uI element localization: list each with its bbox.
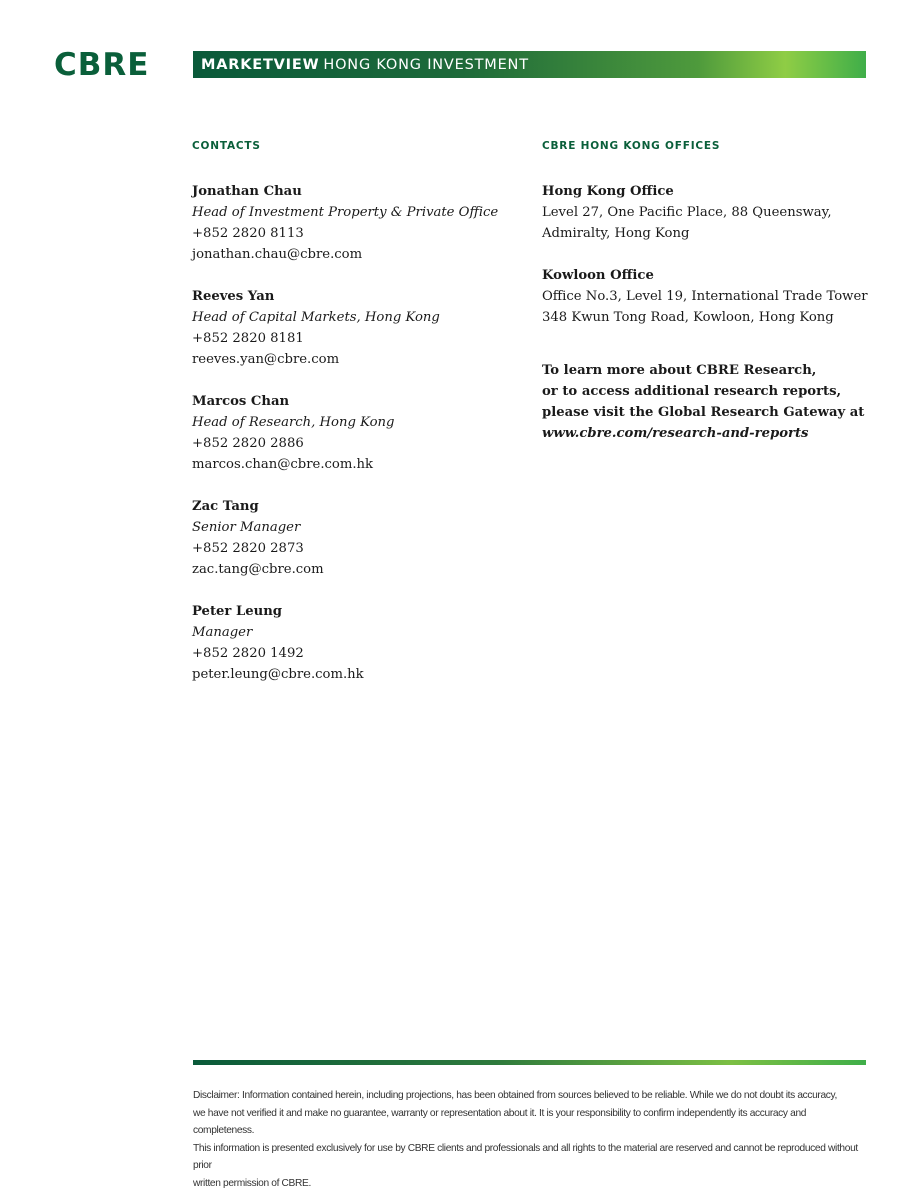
contact-title: Senior Manager: [192, 517, 522, 538]
office-name: Hong Kong Office: [542, 181, 872, 202]
contact-title: Head of Capital Markets, Hong Kong: [192, 307, 522, 328]
contact-entry: [192, 391, 522, 475]
office-address-line: Level 27, One Pacific Place, 88 Queensway,: [542, 202, 872, 223]
learn-more-block: [542, 360, 872, 444]
contact-name: Jonathan Chau: [192, 181, 522, 202]
contact-email[interactable]: jonathan.chau@cbre.com: [192, 244, 522, 265]
research-link[interactable]: www.cbre.com/research-and-reports: [542, 423, 872, 444]
disclaimer-line: we have not verified it and make no guarantee, warranty or representation about it. It is your responsibility to confirm independently its accuracy and completeness.: [193, 1105, 863, 1140]
disclaimer: [193, 1087, 863, 1192]
banner-title: HONG KONG INVESTMENT: [323, 57, 528, 73]
contact-name: Zac Tang: [192, 496, 522, 517]
marketview-banner: [193, 51, 866, 78]
office-address-line: Admiralty, Hong Kong: [542, 223, 872, 244]
contact-phone: +852 2820 8181: [192, 328, 522, 349]
contact-title: Manager: [192, 622, 522, 643]
contact-phone: +852 2820 1492: [192, 643, 522, 664]
contact-title: Head of Investment Property & Private Office: [192, 202, 522, 223]
learn-more-line: please visit the Global Research Gateway at: [542, 402, 872, 423]
contacts-heading: CONTACTS: [192, 139, 522, 153]
contact-email[interactable]: marcos.chan@cbre.com.hk: [192, 454, 522, 475]
offices-column: [542, 139, 872, 444]
learn-more-line: or to access additional research reports,: [542, 381, 872, 402]
contact-entry: [192, 181, 522, 265]
office-address-line: Office No.3, Level 19, International Trade Tower: [542, 286, 872, 307]
contact-name: Reeves Yan: [192, 286, 522, 307]
contact-phone: +852 2820 2886: [192, 433, 522, 454]
office-name: Kowloon Office: [542, 265, 872, 286]
disclaimer-line: This information is presented exclusively for use by CBRE clients and professionals and all rights to the material are reserved and cannot be reproduced without prior: [193, 1140, 863, 1175]
office-address-line: 348 Kwun Tong Road, Kowloon, Hong Kong: [542, 307, 872, 328]
banner-marketview: MARKETVIEW: [201, 57, 319, 73]
office-entry: [542, 181, 872, 244]
contact-entry: [192, 286, 522, 370]
contact-name: Peter Leung: [192, 601, 522, 622]
contact-title: Head of Research, Hong Kong: [192, 412, 522, 433]
cbre-logo: CBRE: [54, 50, 149, 80]
contacts-column: [192, 139, 522, 706]
contact-name: Marcos Chan: [192, 391, 522, 412]
contact-entry: [192, 496, 522, 580]
contact-email[interactable]: peter.leung@cbre.com.hk: [192, 664, 522, 685]
learn-more-line: To learn more about CBRE Research,: [542, 360, 872, 381]
office-entry: [542, 265, 872, 328]
contact-entry: [192, 601, 522, 685]
contact-email[interactable]: reeves.yan@cbre.com: [192, 349, 522, 370]
disclaimer-line: Disclaimer: Information contained herein, including projections, has been obtained from sources believed to be reliable. While we do not doubt its accuracy,: [193, 1087, 863, 1105]
disclaimer-line: written permission of CBRE.: [193, 1175, 863, 1192]
contact-email[interactable]: zac.tang@cbre.com: [192, 559, 522, 580]
contact-phone: +852 2820 2873: [192, 538, 522, 559]
offices-heading: CBRE HONG KONG OFFICES: [542, 139, 872, 153]
contact-phone: +852 2820 8113: [192, 223, 522, 244]
footer-divider: [193, 1060, 866, 1065]
